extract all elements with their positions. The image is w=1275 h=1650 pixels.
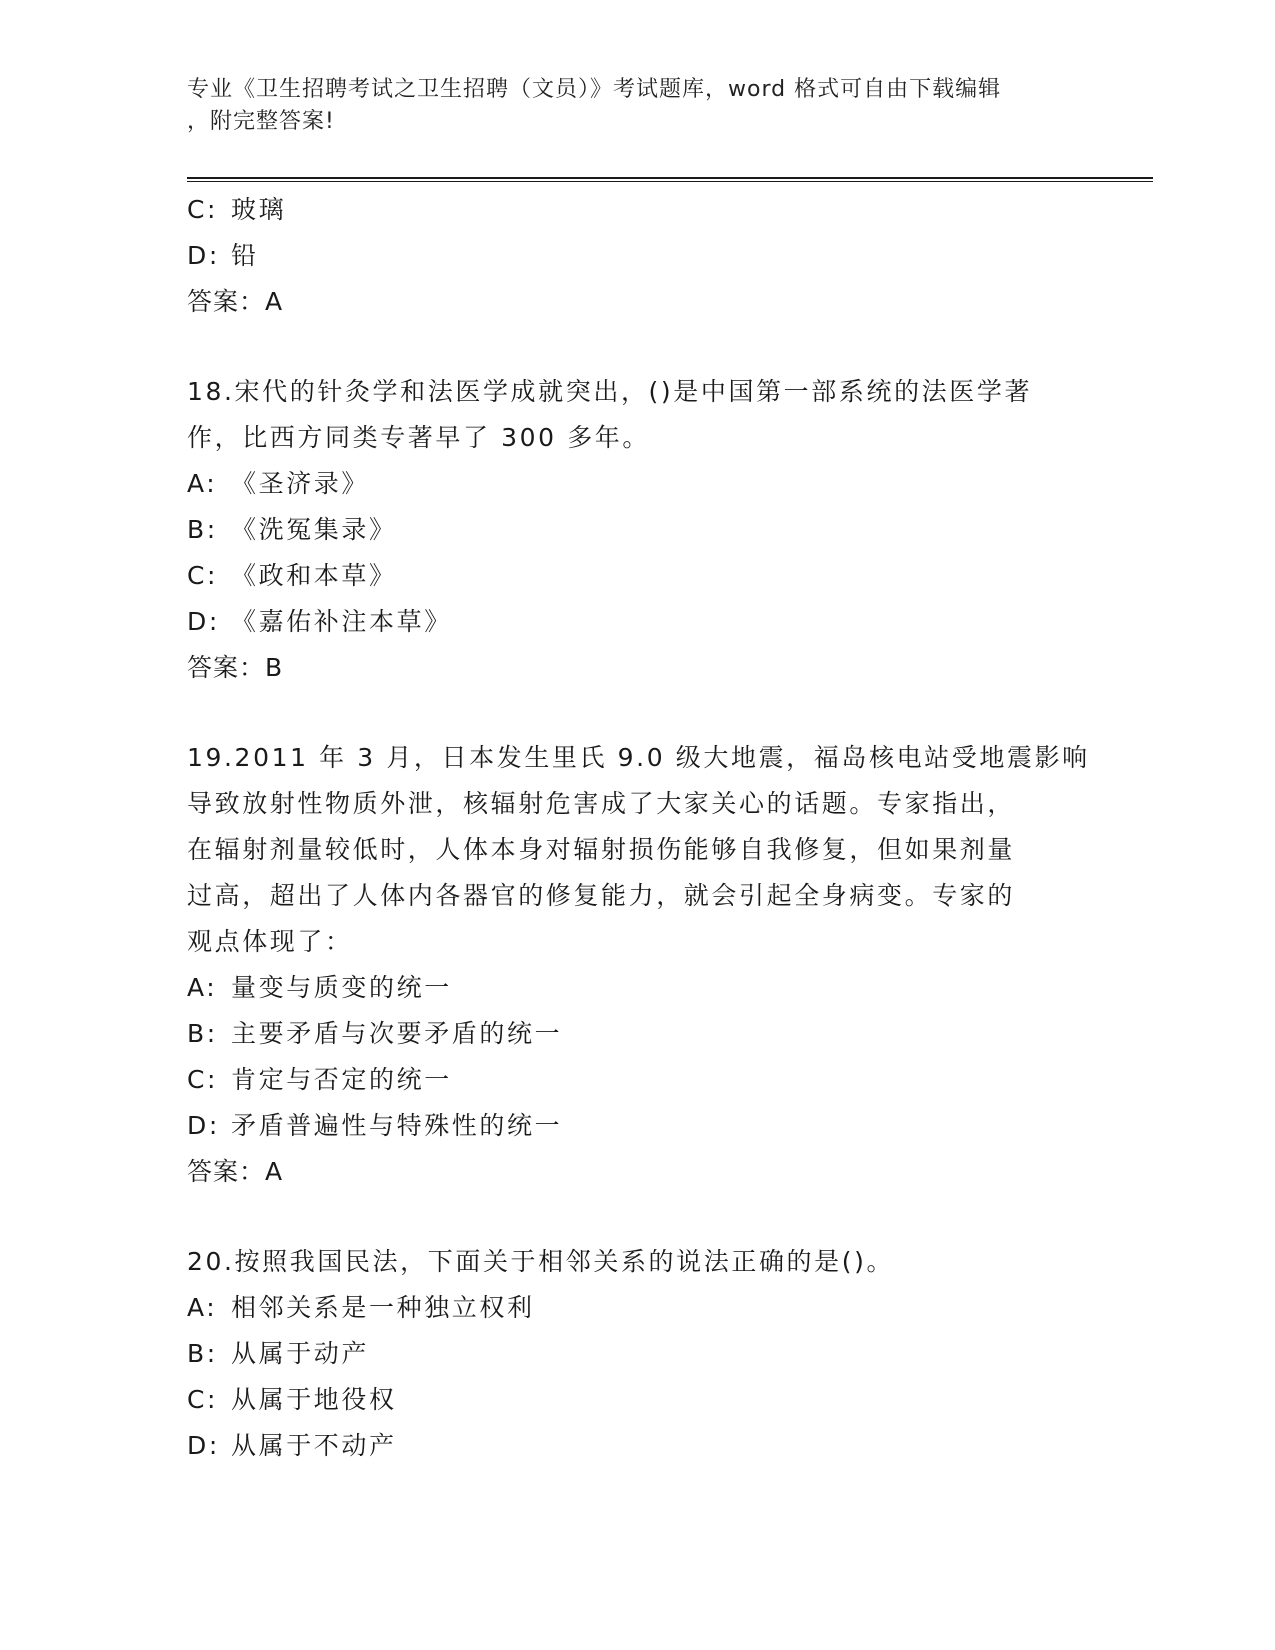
question-stem-line: 19.2011 年 3 月，日本发生里氏 9.0 级大地震，福岛核电站受地震影响	[187, 743, 1090, 772]
option-text: 从属于不动产	[231, 1431, 397, 1460]
question-stem-line: 在辐射剂量较低时，人体本身对辐射损伤能够自我修复，但如果剂量	[187, 835, 1016, 864]
option-c	[187, 1057, 1087, 1103]
page-header	[187, 74, 1087, 138]
option-text: 铅	[231, 241, 259, 270]
option-b	[187, 1011, 1087, 1057]
spacer	[187, 325, 1087, 369]
spacer	[187, 691, 1087, 735]
option-text: 从属于地役权	[231, 1385, 397, 1414]
option-text: 量变与质变的统一	[231, 973, 452, 1002]
header-line-1: 专业《卫生招聘考试之卫生招聘（文员）》考试题库，word 格式可自由下载编辑	[187, 77, 1002, 102]
option-key: B:	[187, 1339, 218, 1368]
question-stem-line: 作，比西方同类专著早了 300 多年。	[187, 423, 651, 452]
option-b	[187, 507, 1087, 553]
option-key: C:	[187, 561, 219, 590]
question-content	[187, 187, 1090, 1469]
question-stem-line: 18.宋代的针灸学和法医学成就突出，()是中国第一部系统的法医学著	[187, 377, 1033, 406]
option-key: D:	[187, 607, 220, 636]
option-key: B:	[187, 1019, 218, 1048]
option-text: 《嘉佑补注本草》	[231, 607, 452, 636]
question-18	[187, 369, 1087, 691]
option-text: 肯定与否定的统一	[231, 1065, 452, 1094]
option-key: C:	[187, 1065, 219, 1094]
option-c	[187, 553, 1087, 599]
header-divider	[187, 177, 1153, 182]
option-c	[187, 187, 1087, 233]
option-key: A:	[187, 973, 218, 1002]
option-c	[187, 1377, 1087, 1423]
option-b	[187, 1331, 1087, 1377]
answer-line: 答案：A	[187, 287, 284, 316]
option-key: D:	[187, 241, 220, 270]
question-stem-line: 过高，超出了人体内各器官的修复能力，就会引起全身病变。专家的	[187, 881, 1016, 910]
option-text: 从属于动产	[231, 1339, 370, 1368]
option-key: B:	[187, 515, 218, 544]
option-d	[187, 1103, 1087, 1149]
option-text: 主要矛盾与次要矛盾的统一	[231, 1019, 563, 1048]
option-a	[187, 1285, 1087, 1331]
option-d	[187, 1423, 1087, 1469]
question-19	[187, 735, 1090, 1195]
option-d	[187, 599, 1087, 645]
question-17	[187, 187, 1087, 325]
option-key: A:	[187, 1293, 218, 1322]
option-a	[187, 965, 1087, 1011]
option-text: 矛盾普遍性与特殊性的统一	[231, 1111, 563, 1140]
spacer	[187, 1195, 1087, 1239]
option-d	[187, 233, 1087, 279]
answer-line: 答案：B	[187, 653, 284, 682]
option-a	[187, 461, 1087, 507]
option-key: D:	[187, 1111, 220, 1140]
option-key: C:	[187, 195, 219, 224]
option-key: C:	[187, 1385, 219, 1414]
question-stem-line: 观点体现了：	[187, 927, 353, 956]
option-text: 《政和本草》	[231, 561, 397, 590]
answer-line: 答案：A	[187, 1157, 284, 1186]
option-text: 《洗冤集录》	[231, 515, 397, 544]
question-stem-line: 导致放射性物质外泄，核辐射危害成了大家关心的话题。专家指出，	[187, 789, 1016, 818]
question-stem-line: 20.按照我国民法，下面关于相邻关系的说法正确的是()。	[187, 1247, 895, 1276]
option-key: A:	[187, 469, 218, 498]
option-text: 《圣济录》	[231, 469, 370, 498]
option-text: 玻璃	[231, 195, 287, 224]
option-text: 相邻关系是一种独立权利	[231, 1293, 535, 1322]
option-key: D:	[187, 1431, 220, 1460]
header-line-2: ，附完整答案!	[187, 109, 335, 134]
question-20	[187, 1239, 1087, 1469]
